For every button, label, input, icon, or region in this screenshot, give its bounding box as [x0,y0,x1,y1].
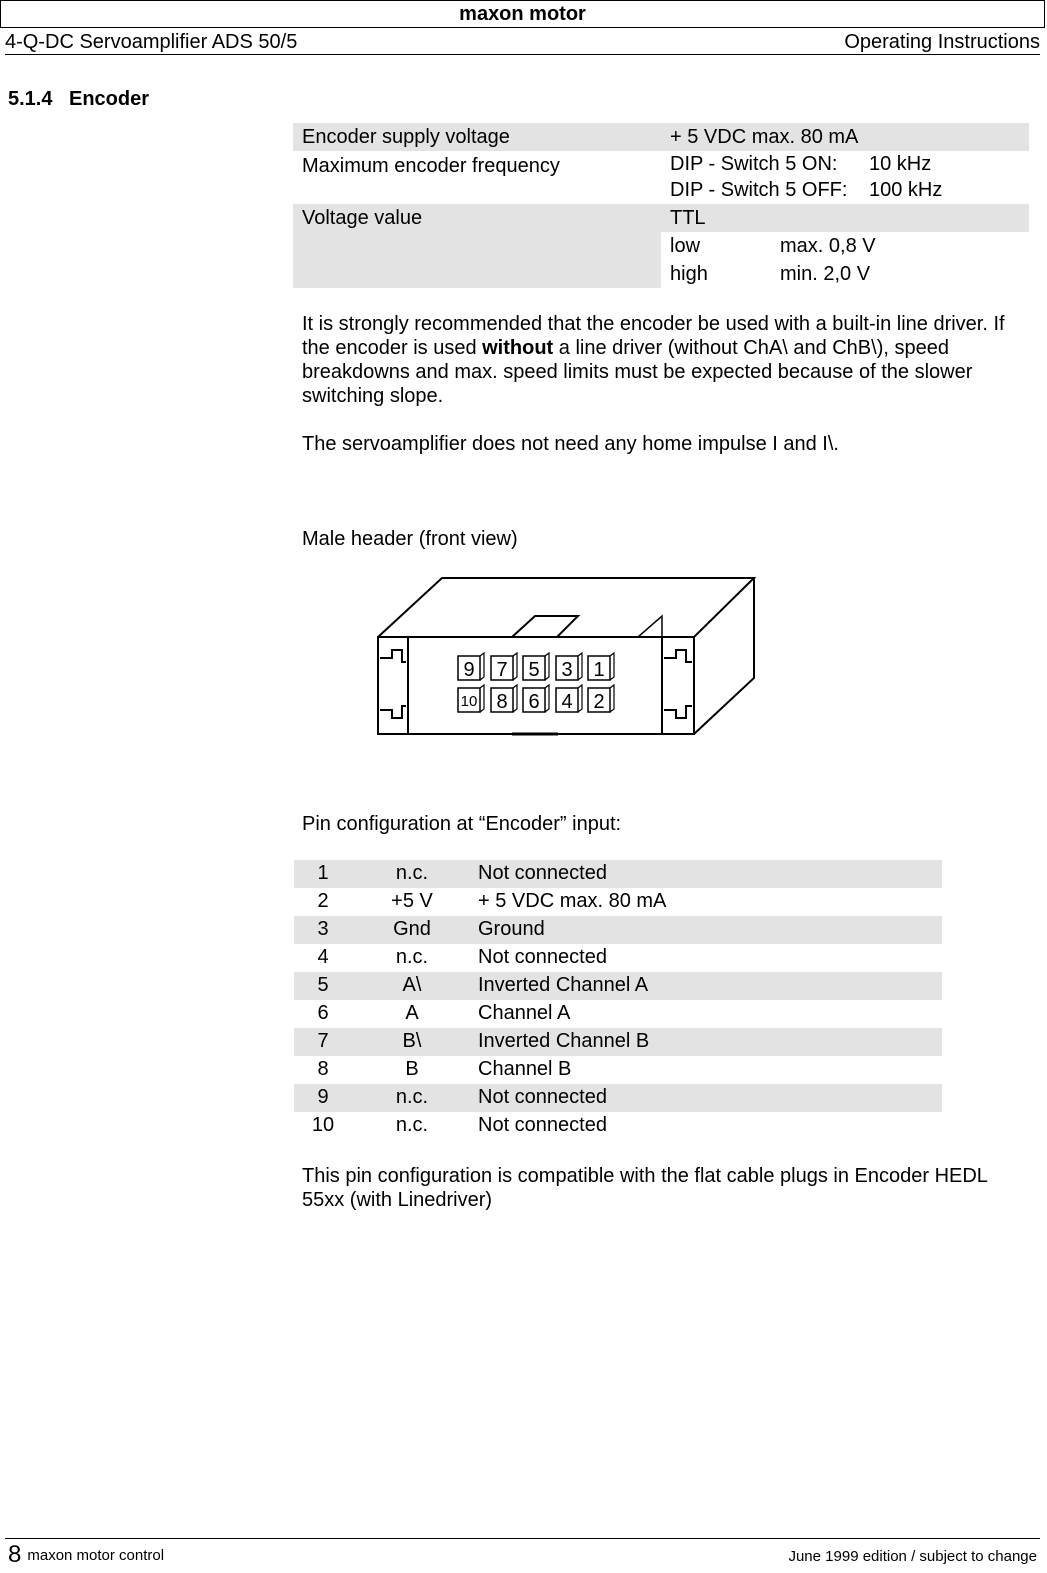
pin-number: 9 [317,1086,329,1108]
brand-header [0,0,1045,28]
footer-edition: June 1999 edition / subject to change [788,1548,1037,1565]
pin-signal: B\ [402,1030,422,1052]
pin-description: Inverted Channel A [478,974,649,996]
frequency-label: Maximum encoder frequency [302,155,560,177]
running-header [5,30,1040,55]
low-label: low [670,235,701,257]
table-row [294,860,942,888]
table-row [294,1084,942,1112]
pin-label-2: 2 [593,691,605,713]
voltage-label: Voltage value [302,207,423,229]
pin-signal: A [405,1002,419,1024]
page-number: 8 [8,1541,22,1568]
pin-number: 4 [317,946,329,968]
connector-side-face [694,578,754,734]
supply-label: Encoder supply voltage [302,126,510,148]
pin-number: 7 [317,1030,329,1052]
section-heading [8,86,149,112]
pin-number: 1 [317,862,329,884]
pin-label-7: 7 [496,659,508,681]
paragraph-text-b: a line driver (without ChA\ and ChB\), speed breakdowns and max. speed limits must be expected because of the slower switching slope. [302,337,973,407]
low-value: max. 0,8 V [780,235,876,257]
pin-configuration-caption: Pin configuration at “Encoder” input: [302,813,622,835]
pin-label-4: 4 [561,691,573,713]
table-row [294,1028,942,1056]
dip-on-value: 10 kHz [869,153,932,175]
document-title: 4-Q-DC Servoamplifier ADS 50/5 [5,31,298,53]
pin-label-8: 8 [496,691,508,713]
pin-description: Inverted Channel B [478,1030,650,1052]
pin-label-10: 10 [460,693,478,710]
voltage-type: TTL [670,207,706,229]
table-row [294,1112,942,1140]
table-row [294,916,942,944]
pin-number: 8 [317,1058,329,1080]
pin-label-6: 6 [528,691,540,713]
footer-left [8,1540,164,1571]
table-row [294,1000,942,1028]
line-driver-paragraph [302,312,1032,408]
pin-label-5: 5 [528,659,540,681]
pin-description: Ground [478,918,545,940]
paragraph-text-a: It is strongly recommended that the encoder be used with a built-in line driver. If the encoder is used [302,313,1005,359]
table-row [294,944,942,972]
high-value: min. 2,0 V [780,263,871,285]
pin-signal: Gnd [393,918,431,940]
paragraph-bold-without: without [482,337,554,359]
pin-signal: n.c. [395,1114,429,1136]
pin-signal: n.c. [395,946,429,968]
spec-row-voltage [293,204,1029,288]
pin-description: Channel A [478,1002,571,1024]
high-label: high [670,263,708,285]
brand-title: maxon motor [459,3,586,25]
pin-signal: n.c. [395,1086,429,1108]
pin-signal: B [405,1058,419,1080]
footer-divider [5,1538,1040,1539]
pin-description: Not connected [478,946,607,968]
pin-label-3: 3 [561,659,573,681]
dip-on-label: DIP - Switch 5 ON: [670,153,838,175]
pin-description: Not connected [478,1114,607,1136]
dip-off-label: DIP - Switch 5 OFF: [670,179,848,201]
table-row [294,972,942,1000]
pin-description: + 5 VDC max. 80 mA [478,890,667,912]
voltage-shade [293,232,661,288]
home-impulse-paragraph: The servoamplifier does not need any home impulse I and I\. [302,433,839,455]
table-row [294,888,942,916]
spec-row-frequency [293,151,1029,204]
pin-number: 3 [317,918,329,940]
pin-number: 5 [317,974,329,996]
compatibility-note: This pin configuration is compatible with the flat cable plugs in Encoder HEDL 55xx (with Linedriver) [302,1165,988,1211]
pin-label-9: 9 [463,659,475,681]
pin-number: 2 [317,890,329,912]
pin-description: Not connected [478,862,607,884]
pin-configuration-table [294,860,942,1140]
section-title: Encoder [69,88,150,110]
connector-front-face [378,637,694,734]
table-row [294,1056,942,1084]
pin-number: 6 [317,1002,329,1024]
section-number: 5.1.4 [8,88,53,110]
footer-company: maxon motor control [27,1547,165,1564]
male-header-caption: Male header (front view) [302,528,518,550]
document-type: Operating Instructions [844,31,1040,53]
pin-signal: n.c. [395,862,429,884]
pin-signal: +5 V [391,890,433,912]
encoder-spec-table [293,123,1029,288]
pin-signal: A\ [402,974,422,996]
male-header-diagram [370,570,765,742]
pin-description: Not connected [478,1086,607,1108]
pin-number: 10 [311,1114,335,1136]
spec-row-supply [293,123,1029,151]
supply-value: + 5 VDC max. 80 mA [670,126,859,148]
pin-description: Channel B [478,1058,572,1080]
pin-label-1: 1 [593,659,605,681]
dip-off-value: 100 kHz [869,179,943,201]
